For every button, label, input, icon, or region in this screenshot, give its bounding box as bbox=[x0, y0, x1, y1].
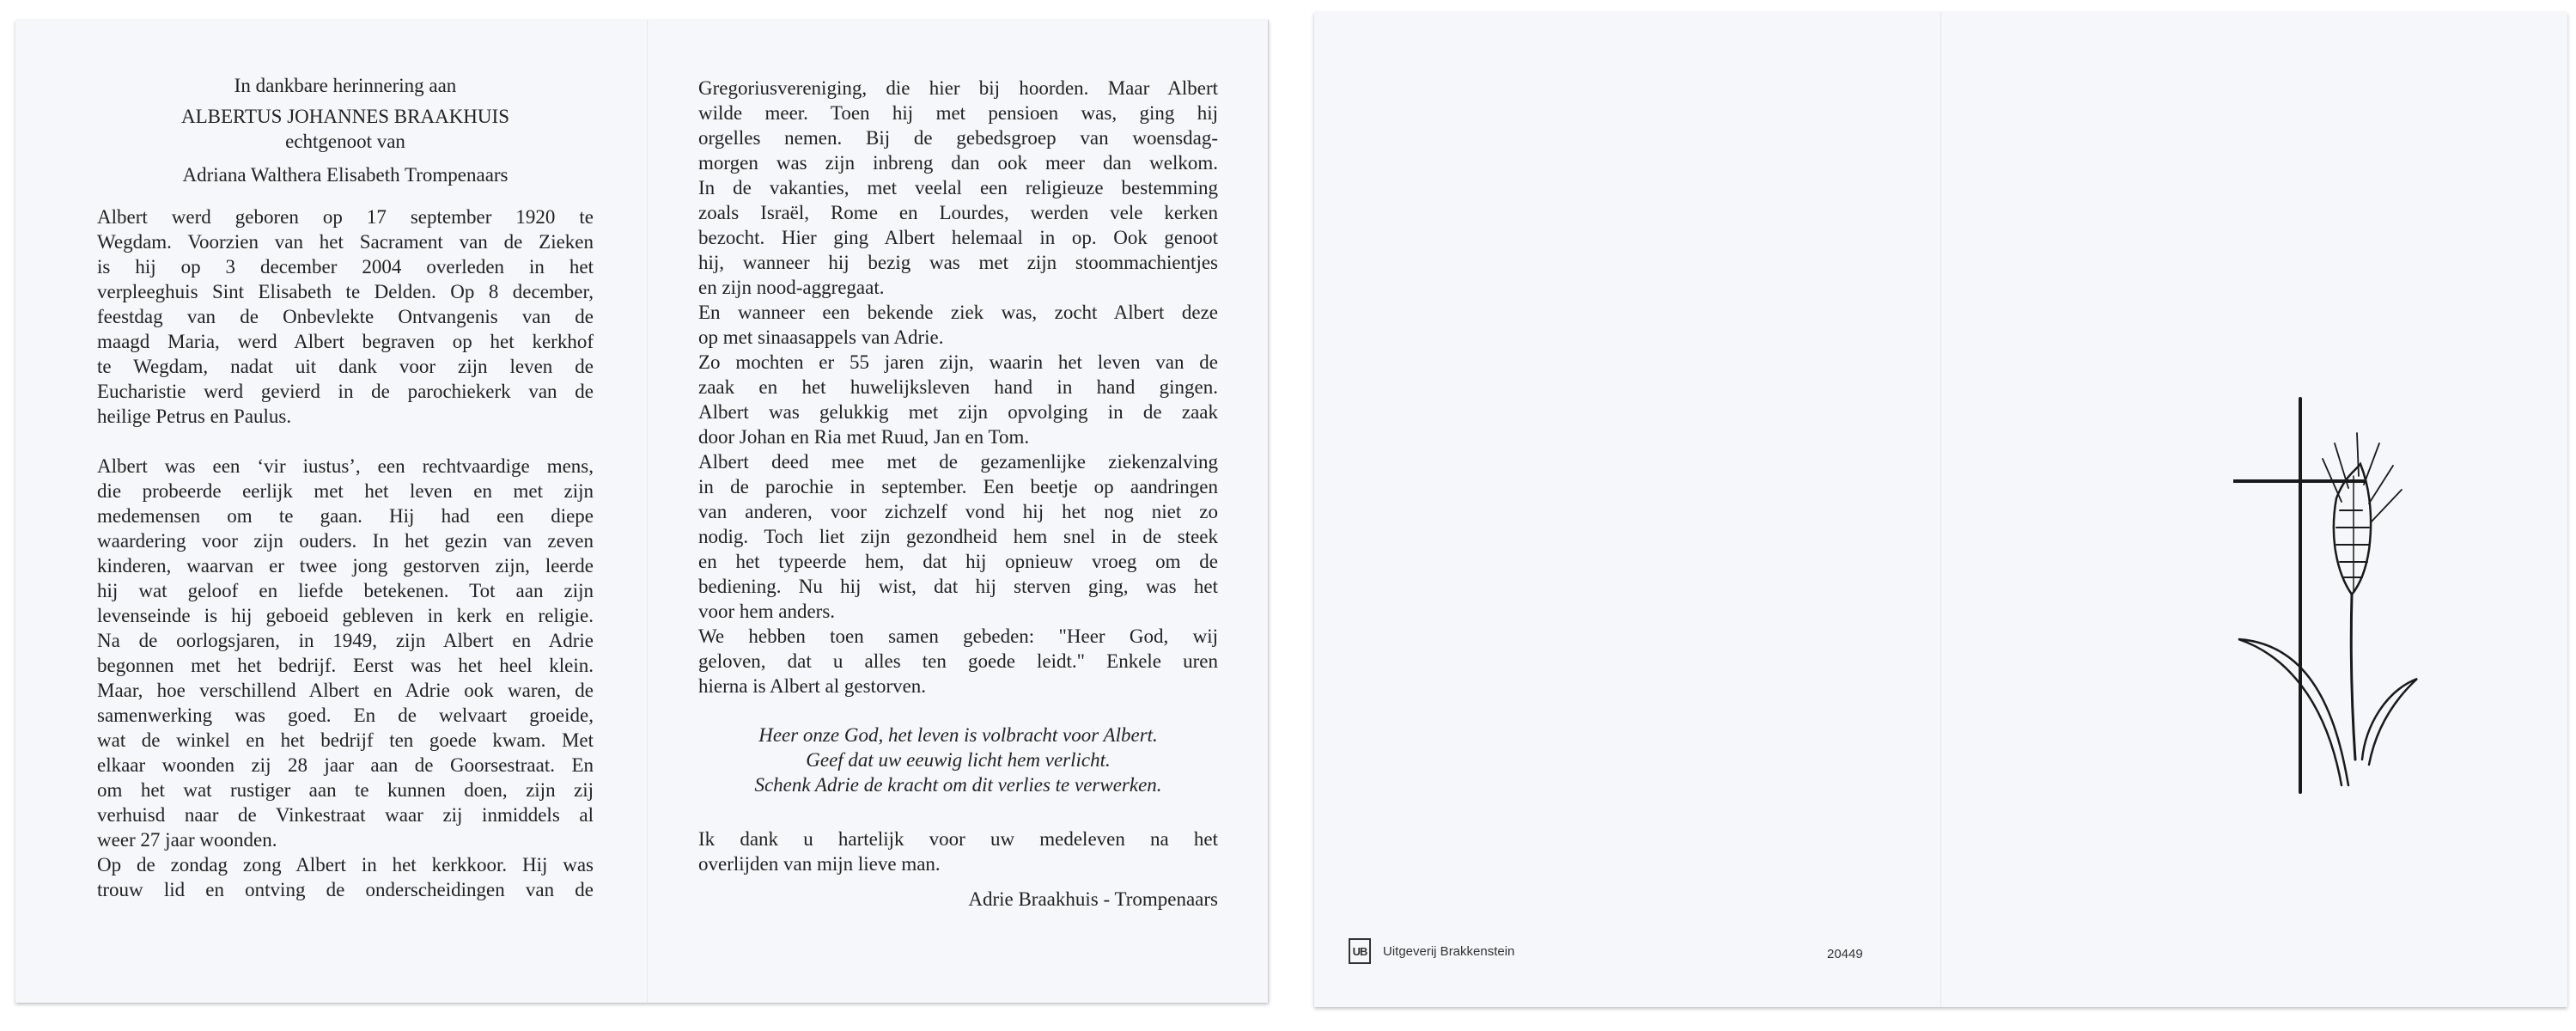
text-line: elkaar woonden zij 28 jaar aan de Goorsestraat. En bbox=[97, 754, 594, 776]
text-line: en zijn nood-aggregaat. bbox=[698, 277, 885, 298]
text-line: om het wat rustiger aan te kunnen doen, zijn zij bbox=[97, 779, 594, 801]
spouse-intro: echtgenoot van bbox=[285, 131, 405, 152]
cross-and-wheat-icon bbox=[2233, 381, 2439, 794]
text-line: is hij op 3 december 2004 overleden in het bbox=[97, 256, 594, 278]
left-panel bbox=[97, 73, 594, 902]
text-line: van anderen, voor zichzelf vond hij het nog niet zo bbox=[698, 501, 1218, 522]
text-line: Albert werd geboren op 17 september 1920 te bbox=[97, 206, 594, 228]
text-line: morgen was zijn inbreng dan ook meer dan welkom. bbox=[698, 152, 1218, 174]
text-line: voor hem anders. bbox=[698, 601, 836, 622]
text-line: wat de winkel en het bedrijf ten goede kwam. Met bbox=[97, 729, 594, 751]
text-line: hij wat geloof en liefde betekenen. Tot aan zijn bbox=[97, 580, 594, 601]
publisher-logo-icon: UB bbox=[1349, 938, 1371, 964]
prayer-text bbox=[698, 723, 1218, 797]
text-line: geloven, dat u alles ten goede leidt." Enkele uren bbox=[698, 650, 1218, 672]
prayer-line: Schenk Adrie de kracht om dit verlies te verwerken. bbox=[754, 774, 1162, 796]
text-line: Gregoriusvereniging, die hier bij hoorden. Maar Albert bbox=[698, 77, 1218, 99]
text-line: begonnen met het bedrijf. Eerst was het heel klein. bbox=[97, 655, 594, 676]
text-line: kinderen, waarvan er twee jong gestorven zijn, leerde bbox=[97, 555, 594, 577]
text-line: Zo mochten er 55 jaren zijn, waarin het leven van de bbox=[698, 351, 1218, 373]
biography-paragraph-1 bbox=[97, 204, 594, 429]
text-line: En wanneer een bekende ziek was, zocht Albert deze bbox=[698, 302, 1218, 323]
text-line: bezocht. Hier ging Albert helemaal in op. Ook genoot bbox=[698, 227, 1218, 248]
text-line: Na de oorlogsjaren, in 1949, zijn Albert en Adrie bbox=[97, 630, 594, 651]
text-line: bediening. Nu hij wist, dat hij sterven ging, was het bbox=[698, 576, 1218, 597]
text-line: orgelles nemen. Bij de gebedsgroep van woensdag- bbox=[698, 127, 1218, 149]
text-line: heilige Petrus en Paulus. bbox=[97, 406, 292, 427]
text-line: Albert deed mee met de gezamenlijke ziekenzalving bbox=[698, 451, 1218, 473]
text-line: verhuisd naar de Vinkestraat waar zij inmiddels al bbox=[97, 804, 594, 826]
text-line: Wegdam. Voorzien van het Sacrament van de Zieken bbox=[97, 231, 594, 253]
text-line: Albert was gelukkig met zijn opvolging in de zaak bbox=[698, 401, 1218, 423]
text-line: Op de zondag zong Albert in het kerkkoor. Hij was bbox=[97, 854, 594, 875]
text-line: In de vakanties, met veelal een religieuze bestemming bbox=[698, 177, 1218, 198]
signature: Adrie Braakhuis - Trompenaars bbox=[968, 888, 1218, 910]
deceased-name: ALBERTUS JOHANNES BRAAKHUIS bbox=[181, 106, 509, 127]
text-line: zoals Israël, Rome en Lourdes, werden vele kerken bbox=[698, 202, 1218, 223]
text-line: waardering voor zijn ouders. In het gezin van zeven bbox=[97, 530, 594, 552]
text-line: wilde meer. Toen hij met pensioen was, ging hij bbox=[698, 102, 1218, 124]
text-line: Albert was een ‘vir iustus’, een rechtvaardige mens, bbox=[97, 455, 594, 477]
text-line: te Wegdam, nadat uit dank voor zijn leven de bbox=[97, 356, 594, 377]
prayer-line: Geef dat uw eeuwig licht hem verlicht. bbox=[806, 749, 1111, 771]
text-line: overlijden van mijn lieve man. bbox=[698, 853, 941, 875]
text-line: maagd Maria, werd Albert begraven op het kerkhof bbox=[97, 331, 594, 352]
publisher-name: Uitgeverij Brakkenstein bbox=[1383, 943, 1515, 959]
text-line: verpleeghuis Sint Elisabeth te Delden. Op 8 december, bbox=[97, 281, 594, 302]
publisher-imprint bbox=[1349, 938, 1514, 964]
biography-continued bbox=[698, 76, 1218, 699]
text-line: door Johan en Ria met Ruud, Jan en Tom. bbox=[698, 426, 1030, 448]
text-line: levenseinde is hij geboeid gebleven in kerk en religie. bbox=[97, 605, 594, 626]
right-panel bbox=[698, 76, 1218, 912]
text-line: samenwerking was goed. En de welvaart groeide, bbox=[97, 705, 594, 726]
text-line: zaak en het huwelijksleven hand in hand gingen. bbox=[698, 376, 1218, 398]
text-line: in de parochie in september. Een beetje op aandringen bbox=[698, 476, 1218, 497]
text-line: op met sinaasappels van Adrie. bbox=[698, 326, 944, 348]
text-line: Eucharistie werd gevierd in de parochiekerk van de bbox=[97, 381, 594, 402]
prayer-line: Heer onze God, het leven is volbracht voor Albert. bbox=[758, 724, 1158, 746]
text-line: Maar, hoe verschillend Albert en Adrie ook waren, de bbox=[97, 680, 594, 701]
text-line: hierna is Albert al gestorven. bbox=[698, 675, 927, 697]
text-line: hij, wanneer hij bezig was met zijn stoommachientjes bbox=[698, 252, 1218, 273]
text-line: die probeerde eerlijk met het leven en met zijn bbox=[97, 480, 594, 502]
memorial-heading: In dankbare herinnering aan bbox=[234, 75, 457, 96]
text-line: medemensen om te gaan. Hij had een diepe bbox=[97, 505, 594, 527]
card-fold-line bbox=[647, 20, 649, 1003]
memorial-card-inside bbox=[15, 20, 1269, 1003]
text-line: Ik dank u hartelijk voor uw medeleven na het bbox=[698, 828, 1218, 850]
text-line: feestdag van de Onbevlekte Ontvangenis van de bbox=[97, 306, 594, 327]
thanks-text bbox=[698, 827, 1218, 876]
text-line: We hebben toen samen gebeden: "Heer God, wij bbox=[698, 625, 1218, 647]
card-fold-line bbox=[1940, 12, 1942, 1007]
text-line: weer 27 jaar woonden. bbox=[97, 829, 277, 851]
text-line: nodig. Toch liet zijn gezondheid hem snel in de steek bbox=[698, 526, 1218, 547]
biography-paragraph-2 bbox=[97, 454, 594, 902]
spouse-name: Adriana Walthera Elisabeth Trompenaars bbox=[182, 164, 509, 186]
text-line: trouw lid en ontving de onderscheidingen van de bbox=[97, 879, 594, 900]
text-line: en het typeerde hem, dat hij opnieuw vroeg om de bbox=[698, 551, 1218, 572]
card-code: 20449 bbox=[1827, 947, 1863, 961]
memorial-card-outside bbox=[1314, 12, 2567, 1007]
